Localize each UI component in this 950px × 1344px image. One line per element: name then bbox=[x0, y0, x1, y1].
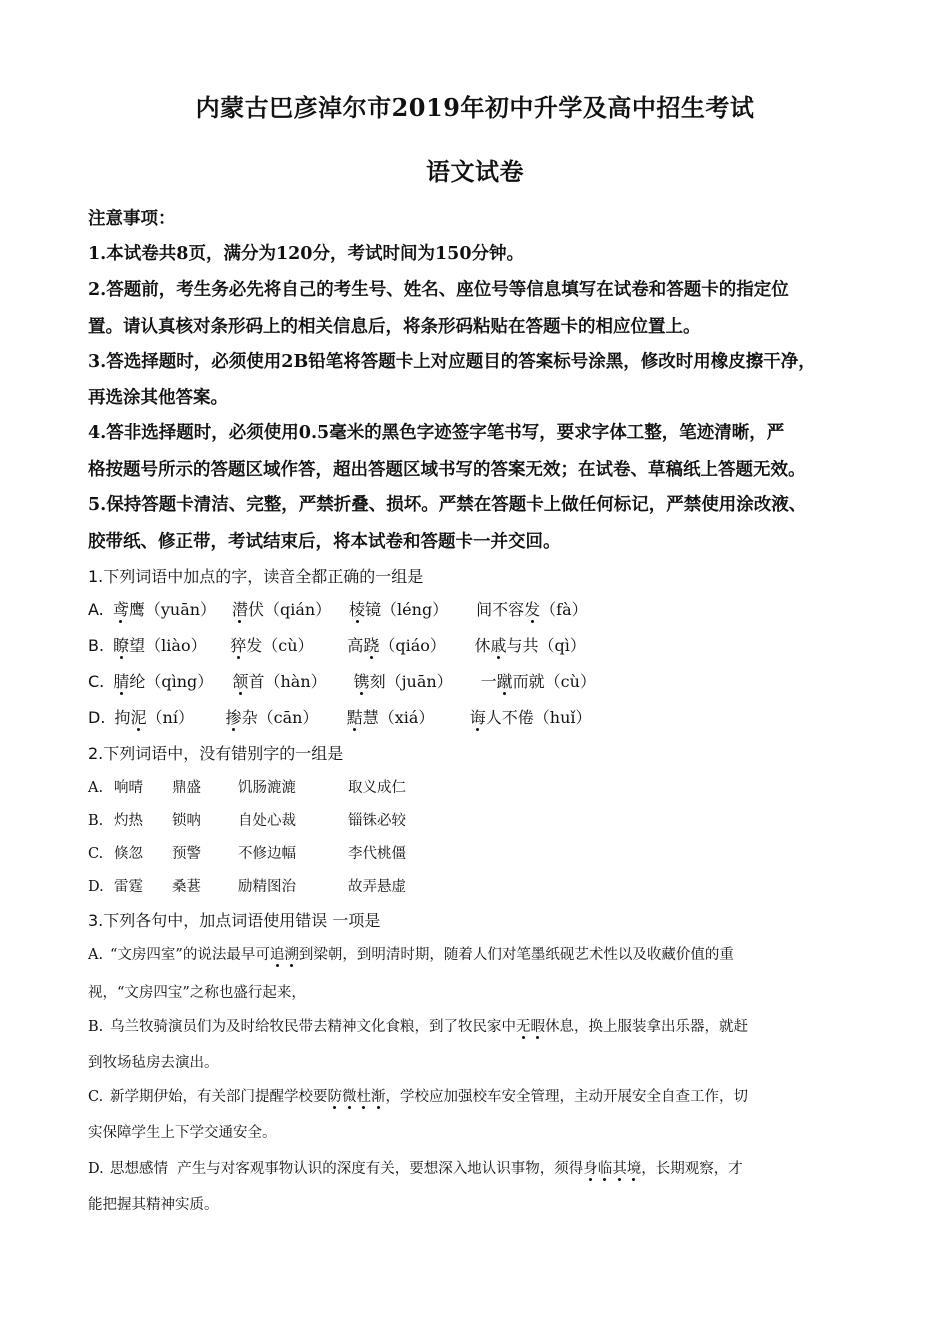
question-3-option-d-cont: 能把握其精神实质。 bbox=[88, 1197, 219, 1213]
option-letter: D. bbox=[88, 879, 104, 895]
dotted-char: 暇 bbox=[531, 1015, 546, 1036]
option-letter: D. bbox=[88, 708, 106, 727]
option-word: 预警 bbox=[172, 846, 201, 862]
dotted-char: 蹴 bbox=[497, 669, 513, 692]
question-2-option-d bbox=[88, 875, 406, 896]
option-letter: A. bbox=[88, 780, 104, 796]
option-item: 掺杂（cān） bbox=[226, 705, 342, 728]
option-letter: A. bbox=[88, 600, 104, 619]
question-number: 3. bbox=[88, 911, 104, 930]
dotted-char: 追 bbox=[270, 943, 285, 964]
dotted-char: 诲 bbox=[470, 705, 486, 728]
dotted-char: 腈 bbox=[113, 669, 129, 692]
option-letter: C. bbox=[88, 1089, 104, 1105]
dotted-char: 其 bbox=[612, 1157, 627, 1178]
option-word: 灼热 bbox=[114, 813, 143, 829]
option-text: 新学期伊始，有关部门提醒学校要 bbox=[110, 1089, 328, 1105]
option-letter: B. bbox=[88, 813, 104, 829]
option-item: 一蹴而就（cù） bbox=[481, 669, 596, 692]
option-letter: B. bbox=[88, 1019, 104, 1035]
question-3-option-b bbox=[88, 1015, 748, 1036]
dotted-char: 戚 bbox=[490, 633, 506, 656]
dotted-char: 跷 bbox=[363, 633, 379, 656]
option-item: 腈纶（qìng） bbox=[113, 669, 227, 692]
option-item: 诲人不倦（huǐ） bbox=[470, 705, 592, 728]
option-word: 桑葚 bbox=[172, 879, 201, 895]
notice-line: 2.答题前，考生务必先将自己的考生号、姓名、座位号等信息填写在试卷和答题卡的指定位 bbox=[88, 280, 789, 300]
notice-line: 3.答选择题时，必须使用2B铅笔将答题卡上对应题目的答案标号涂黑，修改时用橡皮擦干净， bbox=[88, 352, 816, 372]
option-item: 镌刻（juān） bbox=[354, 669, 476, 692]
option-item: 潜伏（qián） bbox=[232, 597, 344, 620]
option-text: 休息，换上服装拿出乐器，就赶 bbox=[545, 1019, 748, 1035]
question-3-stem bbox=[88, 908, 380, 931]
question-3-option-c-cont: 实保障学生上下学交通安全。 bbox=[88, 1125, 277, 1141]
question-3-option-d bbox=[88, 1157, 743, 1178]
option-letter: A. bbox=[88, 947, 104, 963]
dotted-char: 颔 bbox=[232, 669, 248, 692]
option-word: 响晴 bbox=[114, 780, 143, 796]
dotted-phrase bbox=[270, 947, 299, 963]
option-text: ，长期观察，才 bbox=[641, 1161, 743, 1177]
dotted-char: 杜 bbox=[357, 1085, 372, 1106]
option-letter: C. bbox=[88, 672, 105, 691]
option-word: 鼎盛 bbox=[172, 780, 201, 796]
option-text: ，学校应加强校车安全管理，主动开展安全自查工作，切 bbox=[385, 1089, 748, 1105]
dotted-char: 身 bbox=[583, 1157, 598, 1178]
question-1-option-c bbox=[88, 669, 596, 692]
dotted-char: 掺 bbox=[226, 705, 242, 728]
option-word: 锁呐 bbox=[172, 813, 201, 829]
notice-line: 再选涂其他答案。 bbox=[88, 388, 228, 408]
option-word: 饥肠漉漉 bbox=[238, 780, 296, 796]
option-text: 思想感情 产生与对客观事物认识的深度有关，要想深入地认识事物，须得 bbox=[110, 1161, 584, 1177]
question-2-option-c bbox=[88, 842, 406, 863]
question-3-option-b-cont: 到牧场毡房去演出。 bbox=[88, 1055, 219, 1071]
notice-line: 5.保持答题卡清洁、完整，严禁折叠、损坏。严禁在答题卡上做任何标记，严禁使用涂改液、 bbox=[88, 495, 807, 515]
option-word: 故弄悬虚 bbox=[348, 879, 406, 895]
question-1-stem bbox=[88, 564, 423, 587]
option-item: 高跷（qiáo） bbox=[347, 633, 469, 656]
dotted-char: 溯 bbox=[284, 943, 299, 964]
question-3-option-c bbox=[88, 1085, 748, 1106]
option-word: 不修边幅 bbox=[238, 846, 296, 862]
dotted-char: 镌 bbox=[354, 669, 370, 692]
dotted-phrase bbox=[516, 1019, 545, 1035]
question-3-option-a-cont: 视，“文房四宝”之称也盛行起来， bbox=[88, 985, 306, 1001]
dotted-char: 渐 bbox=[371, 1085, 386, 1106]
option-text: “文房四室”的说法最早可 bbox=[110, 947, 270, 963]
question-1-option-b bbox=[88, 633, 586, 656]
option-word: 李代桃僵 bbox=[348, 846, 406, 862]
option-word: 锱铢必较 bbox=[348, 813, 406, 829]
question-3-option-a bbox=[88, 943, 734, 964]
option-item: 猝发（cù） bbox=[230, 633, 342, 656]
option-item: 黠慧（xiá） bbox=[347, 705, 465, 728]
question-number: 2. bbox=[88, 744, 104, 763]
dotted-char: 瞭 bbox=[113, 633, 129, 656]
dotted-char: 泥 bbox=[131, 705, 147, 728]
option-word: 雷霆 bbox=[114, 879, 143, 895]
dotted-phrase bbox=[328, 1089, 386, 1105]
exam-title: 内蒙古巴彦淖尔市2019年初中升学及高中招生考试 bbox=[195, 93, 755, 122]
option-letter: B. bbox=[88, 636, 105, 655]
dotted-char: 防 bbox=[328, 1085, 343, 1106]
option-letter: D. bbox=[88, 1161, 104, 1177]
question-number: 1. bbox=[88, 567, 104, 586]
question-2-option-b bbox=[88, 809, 406, 830]
dotted-char: 无 bbox=[516, 1015, 531, 1036]
notice-heading: 注意事项： bbox=[88, 209, 176, 229]
question-2-option-a bbox=[88, 776, 406, 797]
notice-line: 格按题号所示的答题区域作答，超出答题区域书写的答案无效；在试卷、草稿纸上答题无效。 bbox=[88, 460, 806, 480]
dotted-char: 发 bbox=[524, 597, 540, 620]
option-item: 颔首（hàn） bbox=[232, 669, 348, 692]
option-word: 取义成仁 bbox=[348, 780, 406, 796]
option-item: 拘泥（ní） bbox=[115, 705, 221, 728]
option-word: 自处心裁 bbox=[238, 813, 296, 829]
option-text: 乌兰牧骑演员们为及时给牧民带去精神文化食粮，到了牧民家中 bbox=[110, 1019, 516, 1035]
question-stem: 下列各句中，加点词语使用错误 一项是 bbox=[103, 911, 381, 930]
option-letter: C. bbox=[88, 846, 104, 862]
option-item: 间不容发（fà） bbox=[476, 597, 588, 620]
dotted-char: 微 bbox=[342, 1085, 357, 1106]
question-2-stem bbox=[88, 741, 343, 764]
question-stem: 下列词语中加点的字，读音全都正确的一组是 bbox=[103, 567, 424, 586]
dotted-char: 境 bbox=[627, 1157, 642, 1178]
dotted-char: 猝 bbox=[230, 633, 246, 656]
dotted-char: 棱 bbox=[349, 597, 365, 620]
dotted-char: 潜 bbox=[232, 597, 248, 620]
option-item: 棱镜（léng） bbox=[349, 597, 471, 620]
option-text: 到梁朝，到明清时期，随着人们对笔墨纸砚艺术性以及收藏价值的重 bbox=[298, 947, 734, 963]
question-stem: 下列词语中，没有错别字的一组是 bbox=[103, 744, 344, 763]
exam-subtitle: 语文试卷 bbox=[426, 157, 524, 186]
dotted-char: 黠 bbox=[347, 705, 363, 728]
option-word: 倏忽 bbox=[114, 846, 143, 862]
notice-line: 胶带纸、修正带，考试结束后，将本试卷和答题卡一并交回。 bbox=[88, 532, 561, 552]
question-1-option-a bbox=[88, 597, 588, 620]
notice-line: 置。请认真核对条形码上的相关信息后，将条形码粘贴在答题卡的相应位置上。 bbox=[88, 317, 701, 337]
dotted-char: 鸢 bbox=[113, 597, 129, 620]
dotted-phrase bbox=[583, 1161, 641, 1177]
notice-line: 1.本试卷共8页，满分为120分，考试时间为150分钟。 bbox=[88, 244, 525, 264]
notice-line: 4.答非选择题时，必须使用0.5毫米的黑色字迹签字笔书写，要求字体工整，笔迹清晰，严 bbox=[88, 423, 785, 443]
option-item: 鸢鹰（yuān） bbox=[113, 597, 227, 620]
question-1-option-d bbox=[88, 705, 592, 728]
option-item: 休戚与共（qì） bbox=[474, 633, 585, 656]
dotted-char: 临 bbox=[598, 1157, 613, 1178]
option-item: 瞭望（liào） bbox=[113, 633, 225, 656]
option-word: 励精图治 bbox=[238, 879, 296, 895]
